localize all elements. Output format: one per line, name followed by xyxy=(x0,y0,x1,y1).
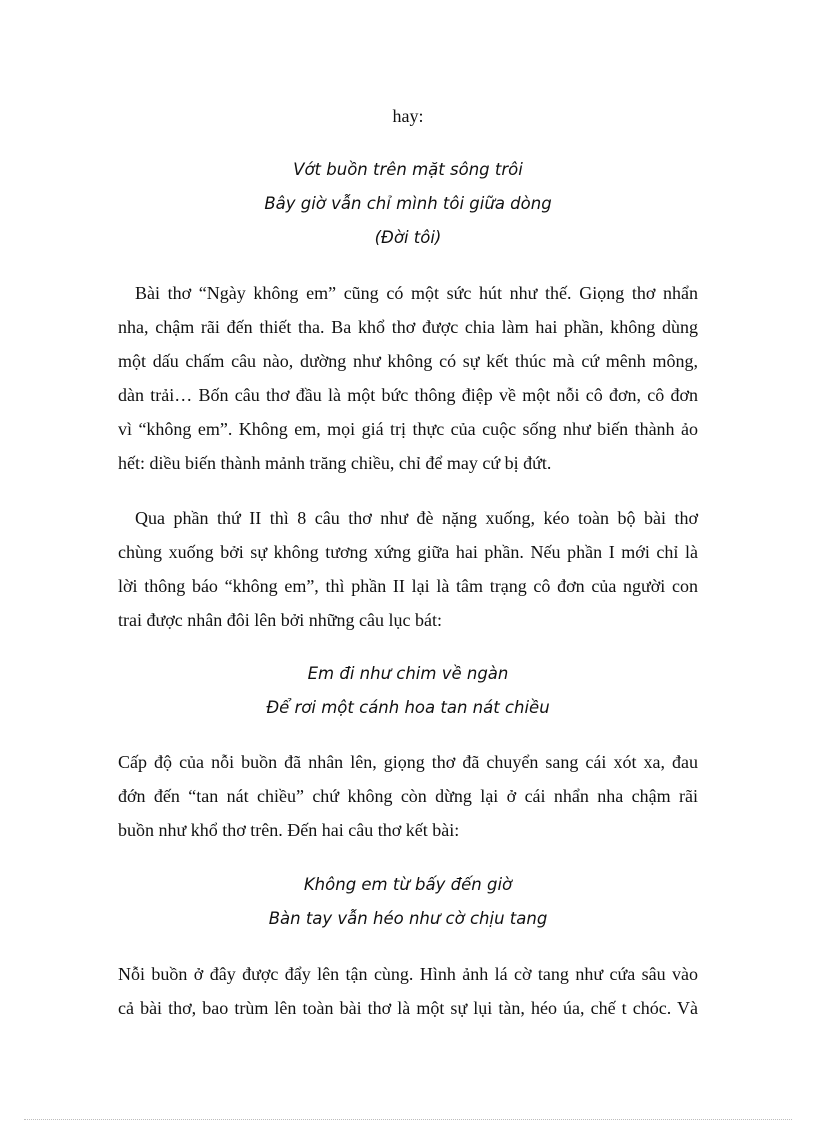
paragraph-line: Qua phần thứ II thì 8 câu thơ như đè nặng xuống, kéo toàn bộ bài thơ xyxy=(135,508,698,528)
poem-line: Em đi như chim về ngàn xyxy=(307,664,509,683)
paragraph-line: dàn trải… Bốn câu thơ đầu là một bức thông điệp về một nỗi cô đơn, cô đơn xyxy=(118,385,698,405)
paragraph-line: trai được nhân đôi lên bởi những câu lục bát: xyxy=(118,610,442,630)
paragraph-line: cả bài thơ, bao trùm lên toàn bài thơ là một sự lụi tàn, héo úa, chế t chóc. Và xyxy=(118,998,698,1018)
poem-line: Bây giờ vẫn chỉ mình tôi giữa dòng xyxy=(264,194,552,213)
paragraph-line: Nỗi buồn ở đây được đẩy lên tận cùng. Hình ảnh lá cờ tang như cứa sâu vào xyxy=(118,964,698,984)
poem-source: (Đời tôi) xyxy=(374,228,442,247)
document-body xyxy=(118,0,698,1123)
paragraph-line: chùng xuống bởi sự không tương xứng giữa hai phần. Nếu phần I mới chỉ là xyxy=(118,542,698,562)
paragraph-line: Bài thơ “Ngày không em” cũng có một sức hút như thế. Giọng thơ nhẩn xyxy=(135,283,698,303)
paragraph-line: hết: diều biến thành mảnh trăng chiều, chỉ để may cứ bị đứt. xyxy=(118,453,552,473)
intro-text: hay: xyxy=(392,106,424,126)
paragraph-line: vì “không em”. Không em, mọi giá trị thực của cuộc sống như biến thành ảo xyxy=(118,419,698,439)
paragraph-line: một dấu chấm câu nào, dường như không có sự kết thúc mà cứ mênh mông, xyxy=(118,351,698,371)
paragraph-line: nha, chậm rãi đến thiết tha. Ba khổ thơ được chia làm hai phần, không dùng xyxy=(118,317,698,337)
page-bottom-rule xyxy=(24,1119,792,1120)
paragraph-line: buồn như khổ thơ trên. Đến hai câu thơ kết bài: xyxy=(118,820,460,840)
poem-line: Bàn tay vẫn héo như cờ chịu tang xyxy=(268,909,548,928)
poem-line: Không em từ bấy đến giờ xyxy=(303,875,513,894)
poem-line: Vớt buồn trên mặt sông trôi xyxy=(293,160,523,179)
poem-line: Để rơi một cánh hoa tan nát chiều xyxy=(266,698,550,717)
paragraph-line: đớn đến “tan nát chiều” chứ không còn dừng lại ở cái nhẩn nha chậm rãi xyxy=(118,786,698,806)
paragraph-line: Cấp độ của nỗi buồn đã nhân lên, giọng thơ đã chuyển sang cái xót xa, đau xyxy=(118,752,698,772)
paragraph-line: lời thông báo “không em”, thì phần II lại là tâm trạng cô đơn của người con xyxy=(118,576,698,596)
